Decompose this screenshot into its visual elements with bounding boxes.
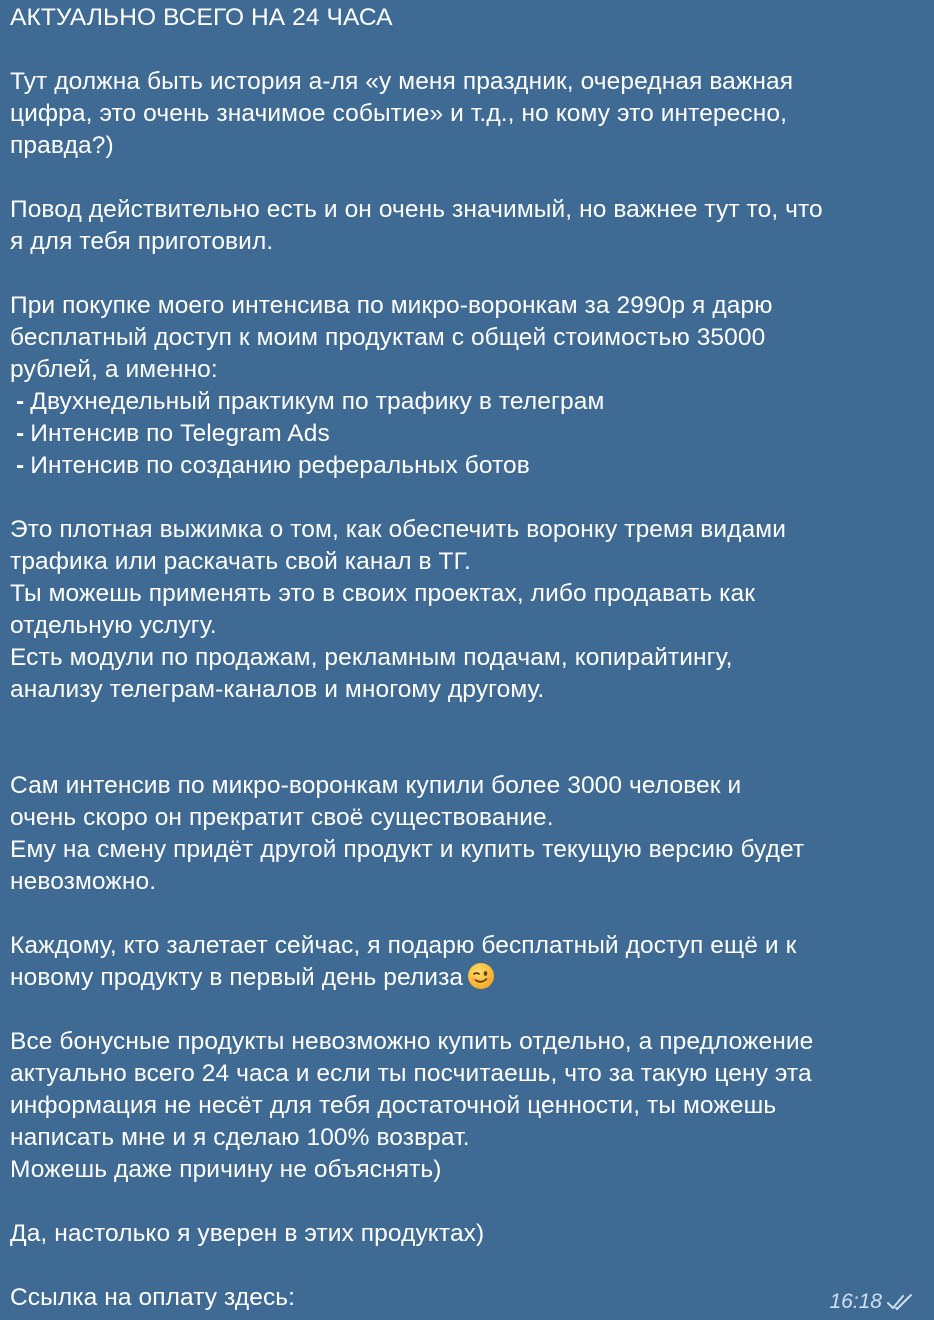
bullet-dash: -	[16, 420, 25, 447]
bullet-item	[10, 418, 915, 450]
paragraph-line: Все бонусные продукты невозможно купить отдельно, а предложение	[10, 1028, 814, 1055]
bullet-dash: -	[16, 452, 25, 479]
paragraph-line: Каждому, кто залетает сейчас, я подарю бесплатный доступ ещё и к	[10, 932, 797, 959]
bullet-dash: -	[16, 388, 25, 415]
message-meta	[829, 1290, 914, 1314]
paragraph-line: рублей, а именно:	[10, 356, 218, 383]
winking-face-icon	[467, 962, 495, 990]
paragraph-line: цифра, это очень значимое событие» и т.д., но кому это интересно,	[10, 100, 787, 127]
paragraph-line: Тут должна быть история а-ля «у меня праздник, очередная важная	[10, 68, 794, 95]
paragraph-line: Да, настолько я уверен в этих продуктах)	[10, 1220, 485, 1247]
paragraph-line-with-emoji	[10, 962, 915, 994]
paragraph-line: правда?)	[10, 132, 114, 159]
paragraph-line: трафика или раскачать свой канал в ТГ.	[10, 548, 471, 575]
paragraph-line: невозможно.	[10, 868, 157, 895]
bullet-text: Интенсив по созданию реферальных ботов	[30, 452, 530, 479]
message-title: АКТУАЛЬНО ВСЕГО НА 24 ЧАСА	[10, 4, 393, 31]
paragraph-line: Повод действительно есть и он очень значимый, но важнее тут то, что	[10, 196, 823, 223]
message-text	[10, 2, 915, 1314]
bullet-item	[10, 450, 915, 482]
double-check-icon	[886, 1292, 914, 1312]
paragraph-line: отдельную услугу.	[10, 612, 217, 639]
paragraph-line: Ему на смену придёт другой продукт и купить текущую версию будет	[10, 836, 805, 863]
paragraph-line: написать мне и я сделаю 100% возврат.	[10, 1124, 470, 1151]
paragraph-line: Это плотная выжимка о том, как обеспечить воронку тремя видами	[10, 516, 786, 543]
paragraph-line: Ты можешь применять это в своих проектах, либо продавать как	[10, 580, 756, 607]
paragraph-line: Сам интенсив по микро-воронкам купили более 3000 человек и	[10, 772, 742, 799]
paragraph-line: информация не несёт для тебя достаточной ценности, ты можешь	[10, 1092, 777, 1119]
paragraph-line: анализу телеграм-каналов и многому другому.	[10, 676, 545, 703]
paragraph-line: Можешь даже причину не объяснять)	[10, 1156, 442, 1183]
paragraph-line: При покупке моего интенсива по микро-воронкам за 2990р я дарю	[10, 292, 773, 319]
bullet-text: Двухнедельный практикум по трафику в телеграм	[30, 388, 605, 415]
paragraph-line: я для тебя приготовил.	[10, 228, 274, 255]
bullet-text: Интенсив по Telegram Ads	[30, 420, 330, 447]
payment-link-text: Ссылка на оплату здесь:	[10, 1284, 296, 1311]
paragraph-line: актуально всего 24 часа и если ты посчитаешь, что за такую цену эта	[10, 1060, 812, 1087]
paragraph-text: новому продукту в первый день релиза	[10, 964, 464, 991]
paragraph-line: бесплатный доступ к моим продуктам с общей стоимостью 35000	[10, 324, 766, 351]
paragraph-line: Есть модули по продажам, рекламным подачам, копирайтингу,	[10, 644, 733, 671]
paragraph-line: очень скоро он прекратит своё существование.	[10, 804, 554, 831]
message-time: 16:18	[829, 1290, 882, 1313]
bullet-item	[10, 386, 915, 418]
